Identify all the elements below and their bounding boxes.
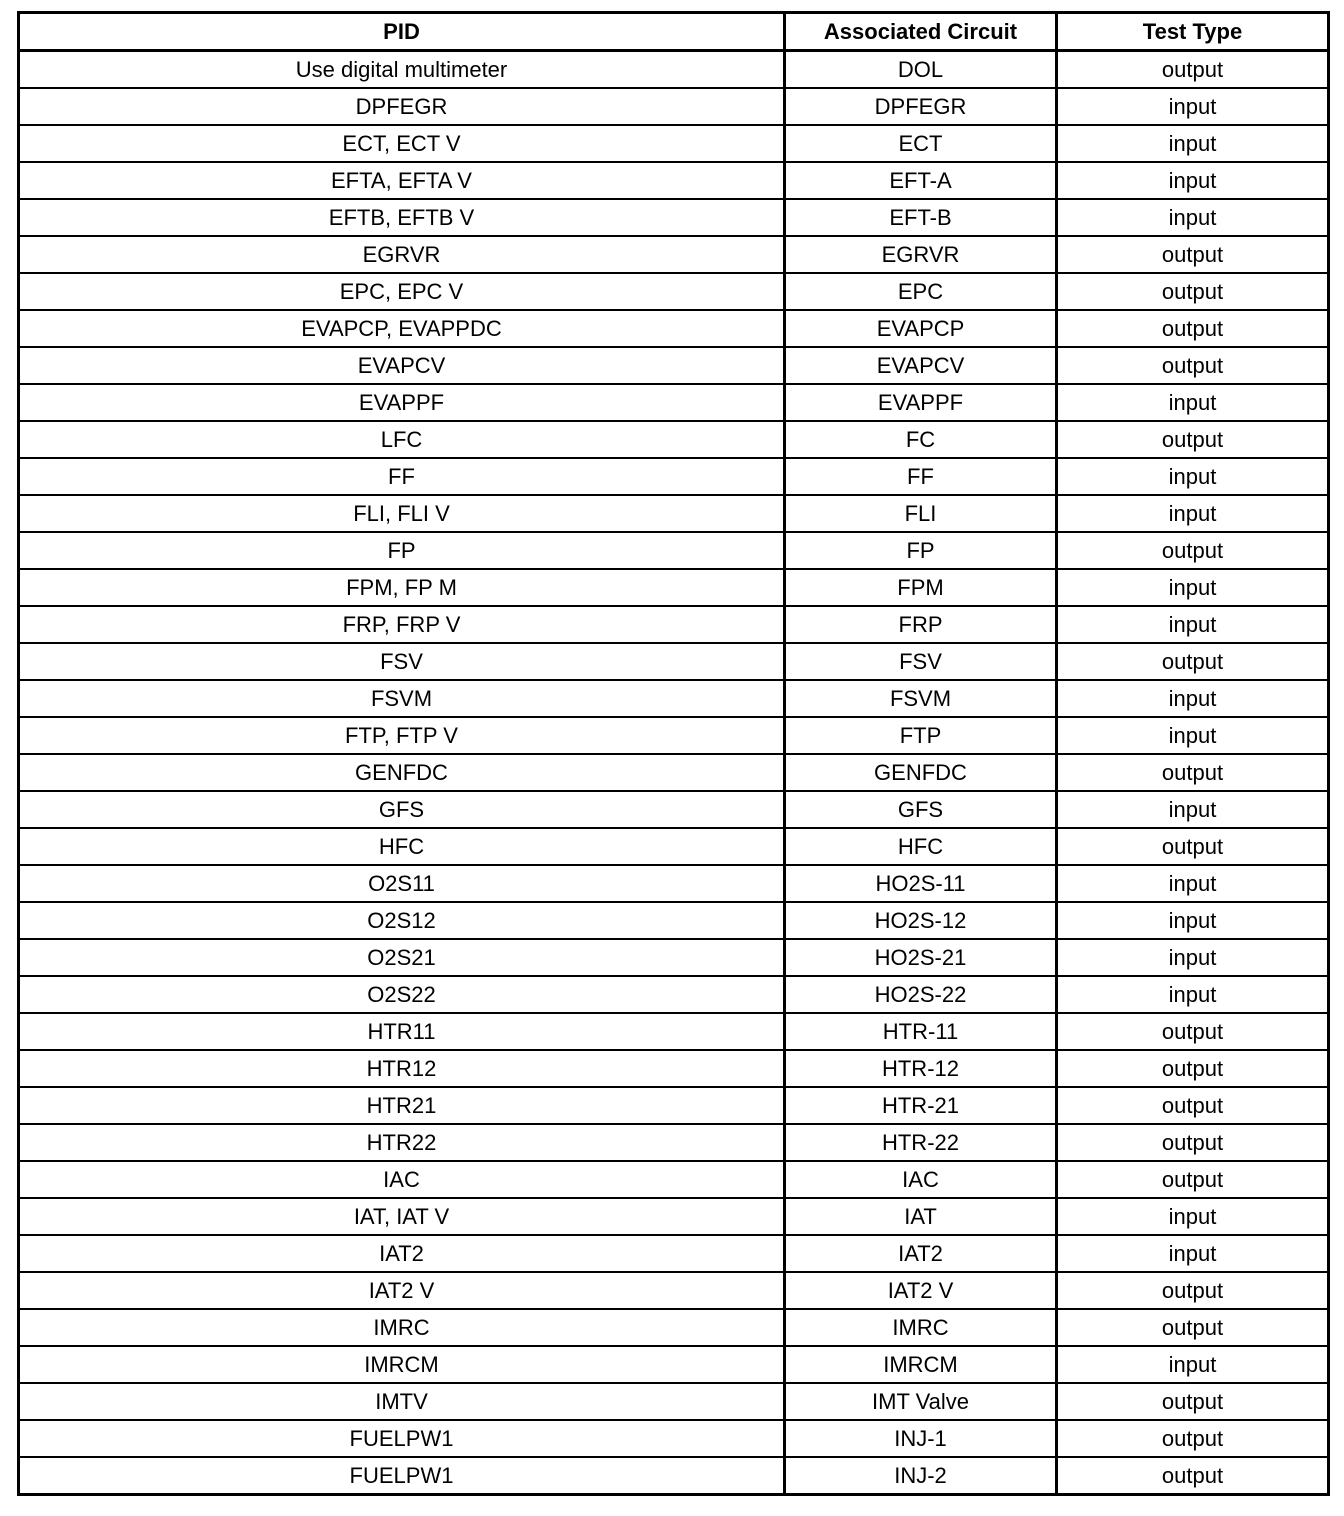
cell-pid: IAT2 V — [19, 1272, 785, 1309]
table-row — [19, 310, 1329, 347]
cell-test-type: output — [1057, 421, 1329, 458]
cell-pid: FSV — [19, 643, 785, 680]
cell-associated-circuit: EVAPCV — [785, 347, 1057, 384]
table-row — [19, 125, 1329, 162]
header-pid: PID — [19, 13, 785, 51]
cell-associated-circuit: HO2S-22 — [785, 976, 1057, 1013]
table-row — [19, 162, 1329, 199]
cell-associated-circuit: EVAPPF — [785, 384, 1057, 421]
cell-pid: IAT2 — [19, 1235, 785, 1272]
cell-associated-circuit: EPC — [785, 273, 1057, 310]
table-row — [19, 199, 1329, 236]
table-row — [19, 532, 1329, 569]
table-row — [19, 495, 1329, 532]
cell-test-type: output — [1057, 1309, 1329, 1346]
table-row — [19, 643, 1329, 680]
cell-associated-circuit: FPM — [785, 569, 1057, 606]
cell-test-type: output — [1057, 643, 1329, 680]
cell-test-type: output — [1057, 347, 1329, 384]
cell-associated-circuit: EGRVR — [785, 236, 1057, 273]
cell-associated-circuit: HFC — [785, 828, 1057, 865]
table-row — [19, 236, 1329, 273]
cell-test-type: input — [1057, 495, 1329, 532]
table-row — [19, 976, 1329, 1013]
cell-associated-circuit: INJ-1 — [785, 1420, 1057, 1457]
cell-test-type: output — [1057, 236, 1329, 273]
table-row — [19, 88, 1329, 125]
table-row — [19, 791, 1329, 828]
cell-test-type: output — [1057, 273, 1329, 310]
cell-pid: EFTA, EFTA V — [19, 162, 785, 199]
cell-pid: FTP, FTP V — [19, 717, 785, 754]
cell-associated-circuit: HTR-11 — [785, 1013, 1057, 1050]
table-row — [19, 458, 1329, 495]
cell-associated-circuit: GENFDC — [785, 754, 1057, 791]
cell-test-type: output — [1057, 1087, 1329, 1124]
cell-pid: FPM, FP M — [19, 569, 785, 606]
cell-test-type: output — [1057, 1420, 1329, 1457]
cell-test-type: input — [1057, 865, 1329, 902]
cell-test-type: input — [1057, 458, 1329, 495]
cell-pid: EVAPPF — [19, 384, 785, 421]
cell-test-type: output — [1057, 1124, 1329, 1161]
cell-associated-circuit: GFS — [785, 791, 1057, 828]
cell-test-type: input — [1057, 976, 1329, 1013]
table-row — [19, 1383, 1329, 1420]
cell-pid: HTR12 — [19, 1050, 785, 1087]
cell-pid: FSVM — [19, 680, 785, 717]
cell-test-type: output — [1057, 1457, 1329, 1495]
cell-associated-circuit: HTR-21 — [785, 1087, 1057, 1124]
cell-pid: FP — [19, 532, 785, 569]
cell-associated-circuit: FLI — [785, 495, 1057, 532]
cell-associated-circuit: HTR-22 — [785, 1124, 1057, 1161]
table-body — [19, 51, 1329, 1495]
cell-test-type: output — [1057, 310, 1329, 347]
cell-pid: FUELPW1 — [19, 1457, 785, 1495]
table-row — [19, 865, 1329, 902]
cell-associated-circuit: FRP — [785, 606, 1057, 643]
cell-associated-circuit: IAT2 V — [785, 1272, 1057, 1309]
cell-test-type: input — [1057, 162, 1329, 199]
cell-associated-circuit: IAC — [785, 1161, 1057, 1198]
cell-test-type: output — [1057, 1013, 1329, 1050]
cell-associated-circuit: FTP — [785, 717, 1057, 754]
cell-associated-circuit: HO2S-21 — [785, 939, 1057, 976]
cell-associated-circuit: FF — [785, 458, 1057, 495]
cell-test-type: input — [1057, 902, 1329, 939]
cell-pid: O2S22 — [19, 976, 785, 1013]
pid-table-container — [17, 11, 1327, 1496]
cell-pid: HTR22 — [19, 1124, 785, 1161]
cell-pid: EVAPCV — [19, 347, 785, 384]
cell-associated-circuit: IMRCM — [785, 1346, 1057, 1383]
cell-pid: IMRC — [19, 1309, 785, 1346]
cell-associated-circuit: IAT2 — [785, 1235, 1057, 1272]
cell-pid: IMRCM — [19, 1346, 785, 1383]
table-row — [19, 1235, 1329, 1272]
cell-test-type: output — [1057, 828, 1329, 865]
cell-pid: IAC — [19, 1161, 785, 1198]
table-row — [19, 1457, 1329, 1495]
cell-pid: EPC, EPC V — [19, 273, 785, 310]
cell-associated-circuit: FC — [785, 421, 1057, 458]
cell-test-type: output — [1057, 532, 1329, 569]
cell-test-type: input — [1057, 1235, 1329, 1272]
cell-associated-circuit: DPFEGR — [785, 88, 1057, 125]
table-header-row — [19, 13, 1329, 51]
cell-pid: ECT, ECT V — [19, 125, 785, 162]
pid-circuit-table — [17, 11, 1330, 1496]
cell-test-type: input — [1057, 606, 1329, 643]
cell-test-type: output — [1057, 1050, 1329, 1087]
cell-associated-circuit: FP — [785, 532, 1057, 569]
cell-pid: GFS — [19, 791, 785, 828]
cell-associated-circuit: ECT — [785, 125, 1057, 162]
table-row — [19, 606, 1329, 643]
table-row — [19, 1013, 1329, 1050]
cell-pid: HFC — [19, 828, 785, 865]
cell-associated-circuit: HO2S-12 — [785, 902, 1057, 939]
cell-pid: HTR11 — [19, 1013, 785, 1050]
cell-associated-circuit: IMT Valve — [785, 1383, 1057, 1420]
cell-pid: LFC — [19, 421, 785, 458]
cell-pid: EVAPCP, EVAPPDC — [19, 310, 785, 347]
cell-associated-circuit: FSV — [785, 643, 1057, 680]
table-row — [19, 1050, 1329, 1087]
cell-associated-circuit: INJ-2 — [785, 1457, 1057, 1495]
cell-pid: FRP, FRP V — [19, 606, 785, 643]
table-row — [19, 1346, 1329, 1383]
cell-pid: FF — [19, 458, 785, 495]
table-row — [19, 1309, 1329, 1346]
table-row — [19, 902, 1329, 939]
cell-pid: IAT, IAT V — [19, 1198, 785, 1235]
cell-pid: O2S21 — [19, 939, 785, 976]
table-row — [19, 1087, 1329, 1124]
table-row — [19, 569, 1329, 606]
cell-pid: GENFDC — [19, 754, 785, 791]
cell-test-type: input — [1057, 1346, 1329, 1383]
cell-test-type: output — [1057, 1383, 1329, 1420]
table-row — [19, 1124, 1329, 1161]
header-associated-circuit: Associated Circuit — [785, 13, 1057, 51]
cell-test-type: input — [1057, 569, 1329, 606]
cell-associated-circuit: DOL — [785, 51, 1057, 89]
cell-associated-circuit: IMRC — [785, 1309, 1057, 1346]
table-row — [19, 347, 1329, 384]
table-row — [19, 828, 1329, 865]
table-row — [19, 680, 1329, 717]
cell-test-type: input — [1057, 125, 1329, 162]
table-row — [19, 939, 1329, 976]
cell-pid: FUELPW1 — [19, 1420, 785, 1457]
cell-test-type: input — [1057, 88, 1329, 125]
cell-pid: O2S12 — [19, 902, 785, 939]
cell-test-type: input — [1057, 939, 1329, 976]
table-row — [19, 1420, 1329, 1457]
cell-pid: Use digital multimeter — [19, 51, 785, 89]
cell-test-type: input — [1057, 791, 1329, 828]
cell-pid: EFTB, EFTB V — [19, 199, 785, 236]
table-row — [19, 273, 1329, 310]
header-test-type: Test Type — [1057, 13, 1329, 51]
cell-test-type: input — [1057, 199, 1329, 236]
cell-pid: FLI, FLI V — [19, 495, 785, 532]
table-row — [19, 1198, 1329, 1235]
table-row — [19, 51, 1329, 89]
table-row — [19, 754, 1329, 791]
cell-associated-circuit: EFT-A — [785, 162, 1057, 199]
cell-test-type: output — [1057, 1272, 1329, 1309]
cell-test-type: output — [1057, 51, 1329, 89]
cell-associated-circuit: HTR-12 — [785, 1050, 1057, 1087]
table-row — [19, 384, 1329, 421]
cell-pid: IMTV — [19, 1383, 785, 1420]
cell-associated-circuit: EVAPCP — [785, 310, 1057, 347]
cell-associated-circuit: FSVM — [785, 680, 1057, 717]
cell-associated-circuit: HO2S-11 — [785, 865, 1057, 902]
cell-pid: DPFEGR — [19, 88, 785, 125]
cell-pid: O2S11 — [19, 865, 785, 902]
cell-associated-circuit: EFT-B — [785, 199, 1057, 236]
cell-test-type: input — [1057, 717, 1329, 754]
cell-test-type: input — [1057, 1198, 1329, 1235]
table-row — [19, 421, 1329, 458]
cell-associated-circuit: IAT — [785, 1198, 1057, 1235]
cell-test-type: input — [1057, 384, 1329, 421]
table-row — [19, 1161, 1329, 1198]
table-row — [19, 717, 1329, 754]
cell-test-type: input — [1057, 680, 1329, 717]
table-row — [19, 1272, 1329, 1309]
cell-pid: EGRVR — [19, 236, 785, 273]
cell-test-type: output — [1057, 754, 1329, 791]
cell-pid: HTR21 — [19, 1087, 785, 1124]
cell-test-type: output — [1057, 1161, 1329, 1198]
